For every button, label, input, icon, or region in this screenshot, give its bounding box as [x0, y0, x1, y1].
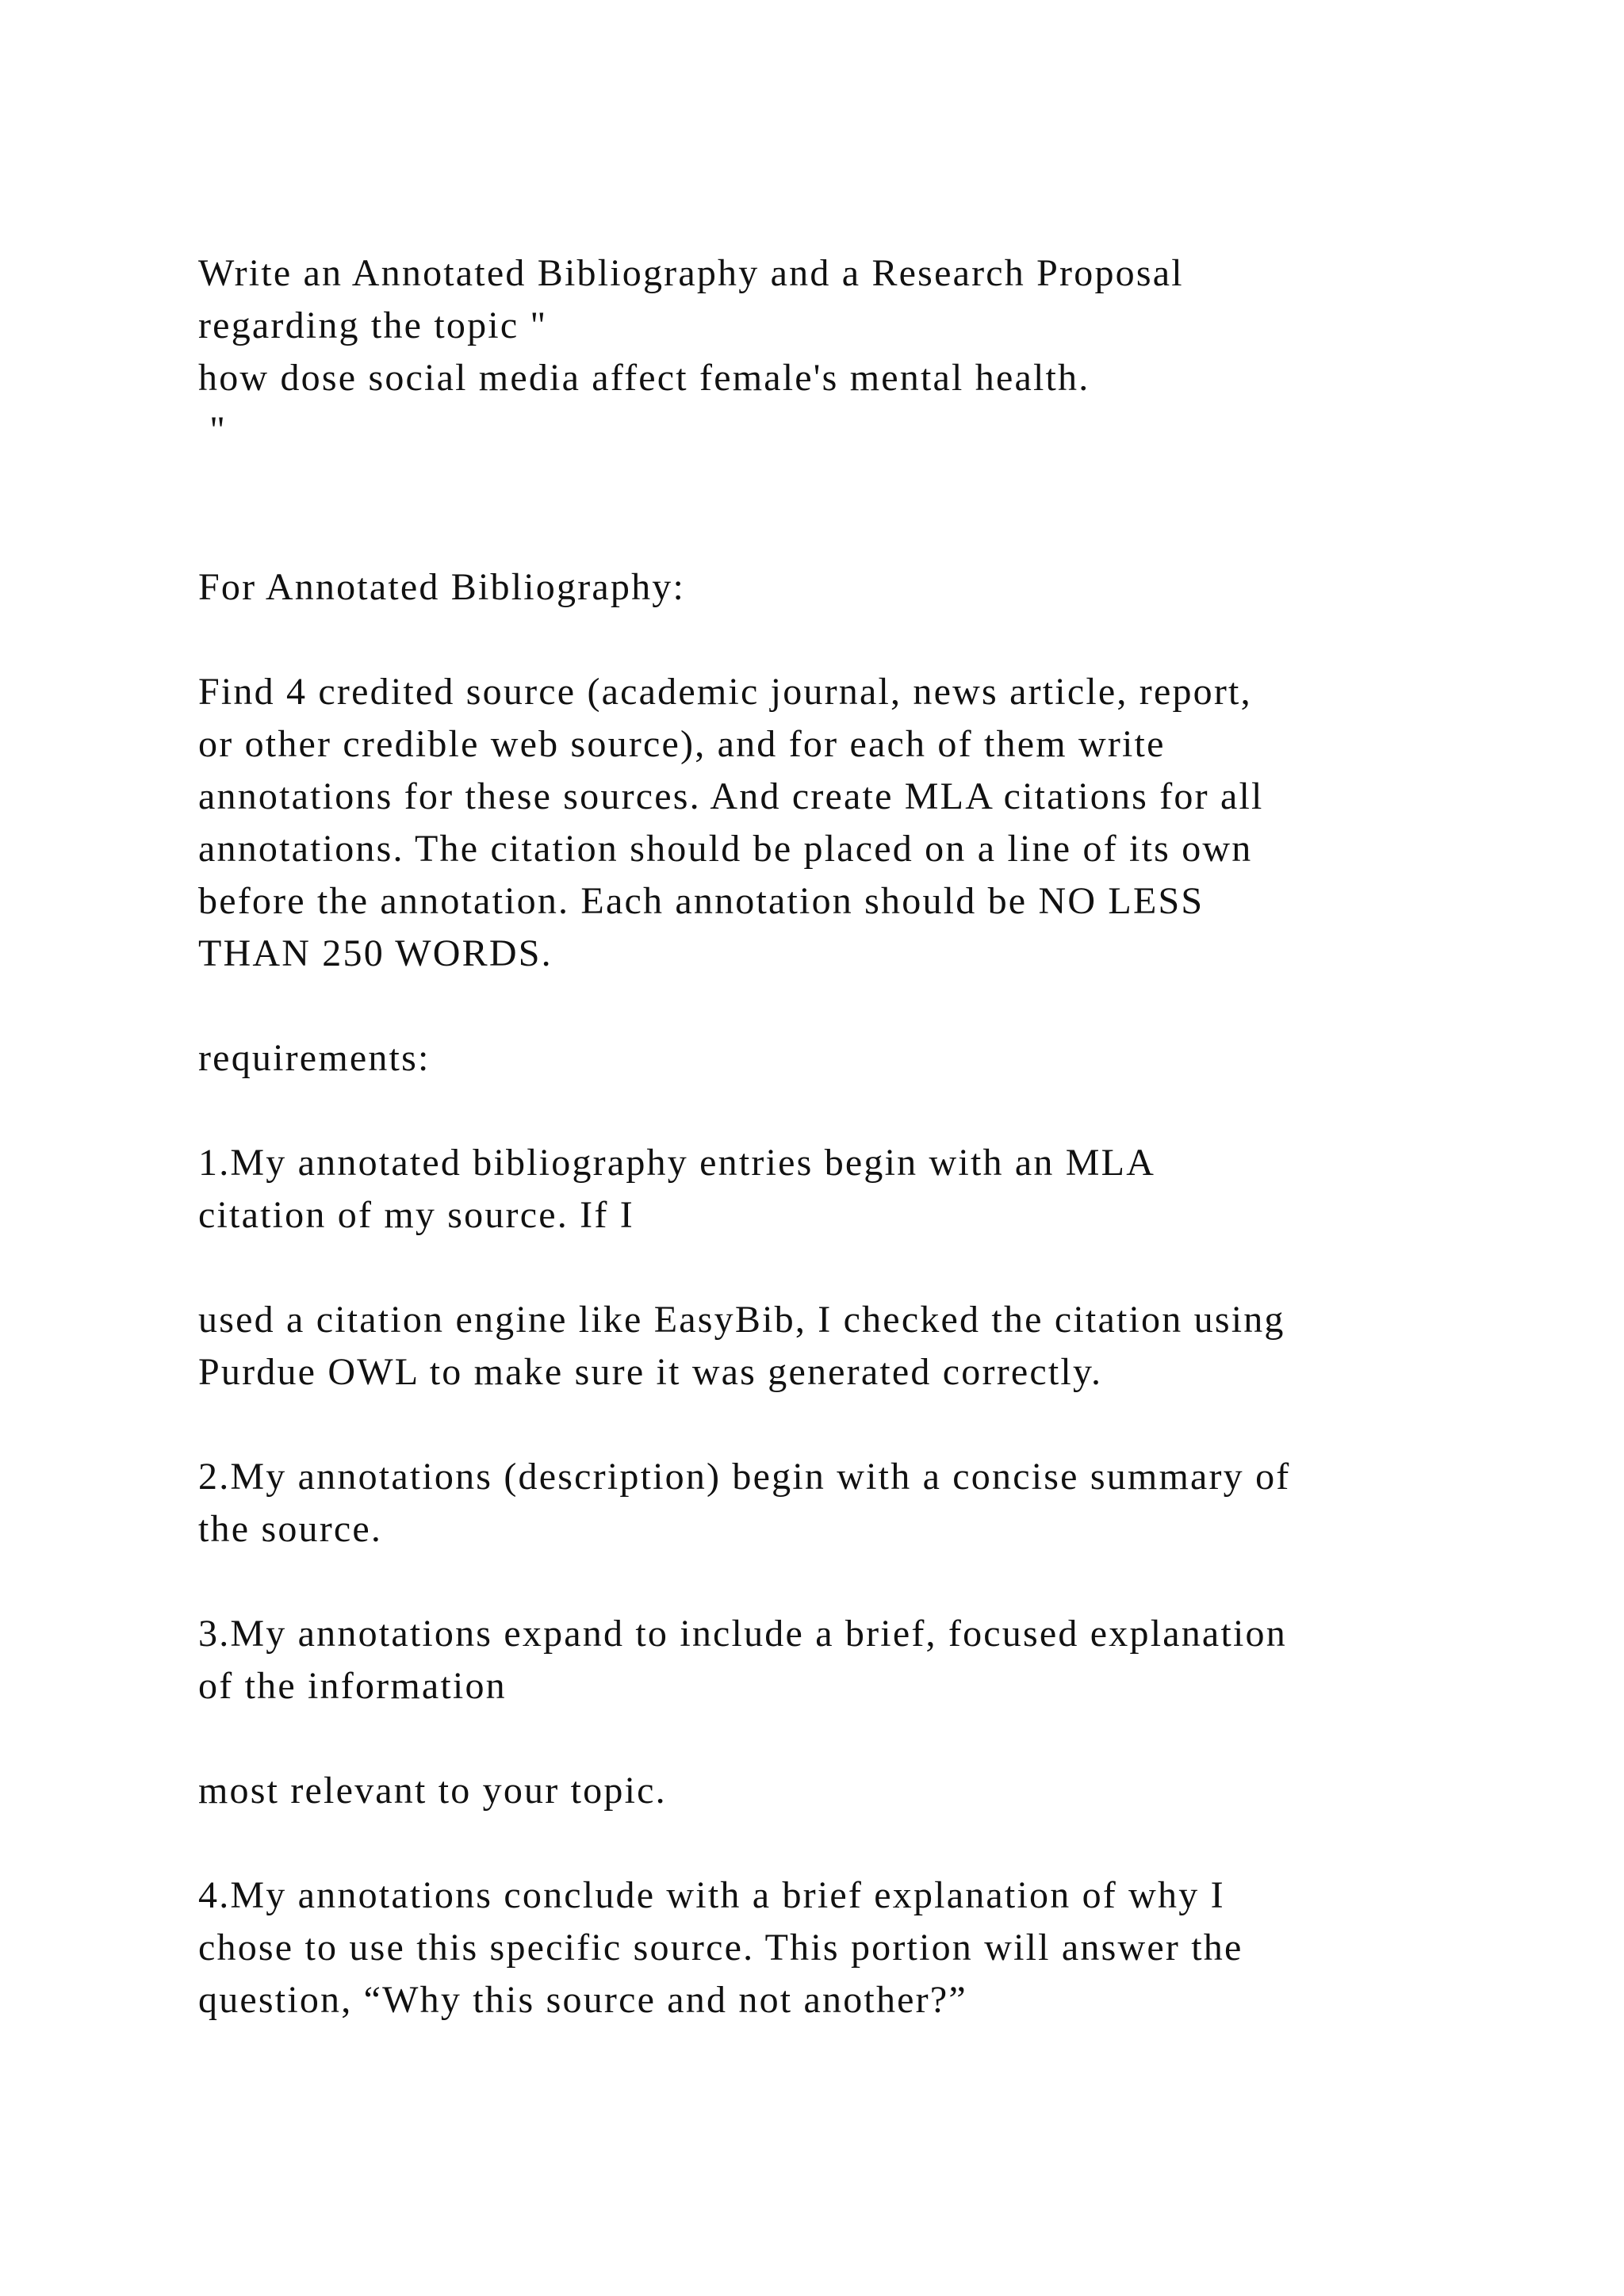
instructions-paragraph [198, 666, 1467, 980]
spacer [198, 1242, 1467, 1294]
text-line: Write an Annotated Bibliography and a Research Proposal [198, 252, 1184, 294]
document-body [198, 247, 1467, 2026]
text-line: Find 4 credited source (academic journal, news article, report, [198, 671, 1252, 713]
section-heading: For Annotated Bibliography: [198, 566, 686, 608]
text-line: used a citation engine like EasyBib, I checked the citation using [198, 1299, 1285, 1341]
text-line: annotations. The citation should be placed on a line of its own [198, 828, 1253, 870]
spacer [198, 1712, 1467, 1765]
text-line: before the annotation. Each annotation should be NO LESS [198, 880, 1205, 922]
text-line: " [198, 409, 227, 451]
text-line: of the information [198, 1665, 507, 1707]
requirement-1 [198, 1137, 1467, 1242]
requirement-2 [198, 1451, 1467, 1556]
text-line: or other credible web source), and for each of them write [198, 723, 1166, 765]
text-line: regarding the topic " [198, 304, 548, 346]
text-line: 3.My annotations expand to include a brief, focused explanation [198, 1613, 1287, 1655]
spacer [198, 1399, 1467, 1451]
text-line: question, “Why this source and not another?” [198, 1979, 967, 2021]
intro-paragraph [198, 247, 1467, 457]
text-line: the source. [198, 1508, 383, 1550]
text-line: annotations for these sources. And create MLA citations for all [198, 775, 1264, 817]
text-line: chose to use this specific source. This portion will answer the [198, 1927, 1243, 1969]
text-line: THAN 250 WORDS. [198, 932, 553, 974]
spacer [198, 457, 1467, 561]
requirement-1-continued [198, 1294, 1467, 1399]
text-line: most relevant to your topic. [198, 1770, 667, 1812]
spacer [198, 614, 1467, 666]
text-line: 4.My annotations conclude with a brief explanation of why I [198, 1874, 1225, 1916]
text-line: Purdue OWL to make sure it was generated correctly. [198, 1351, 1103, 1393]
spacer [198, 1085, 1467, 1137]
requirement-3-continued [198, 1765, 1467, 1817]
text-line: 1.My annotated bibliography entries begin with an MLA [198, 1142, 1156, 1184]
spacer [198, 980, 1467, 1032]
spacer [198, 1556, 1467, 1608]
text-line: citation of my source. If I [198, 1194, 634, 1236]
requirement-3 [198, 1608, 1467, 1712]
text-line: 2.My annotations (description) begin with a concise summary of [198, 1456, 1291, 1498]
spacer [198, 1817, 1467, 1869]
requirements-label: requirements: [198, 1037, 431, 1079]
requirement-4 [198, 1869, 1467, 2026]
text-line: how dose social media affect female's mental health. [198, 357, 1090, 399]
